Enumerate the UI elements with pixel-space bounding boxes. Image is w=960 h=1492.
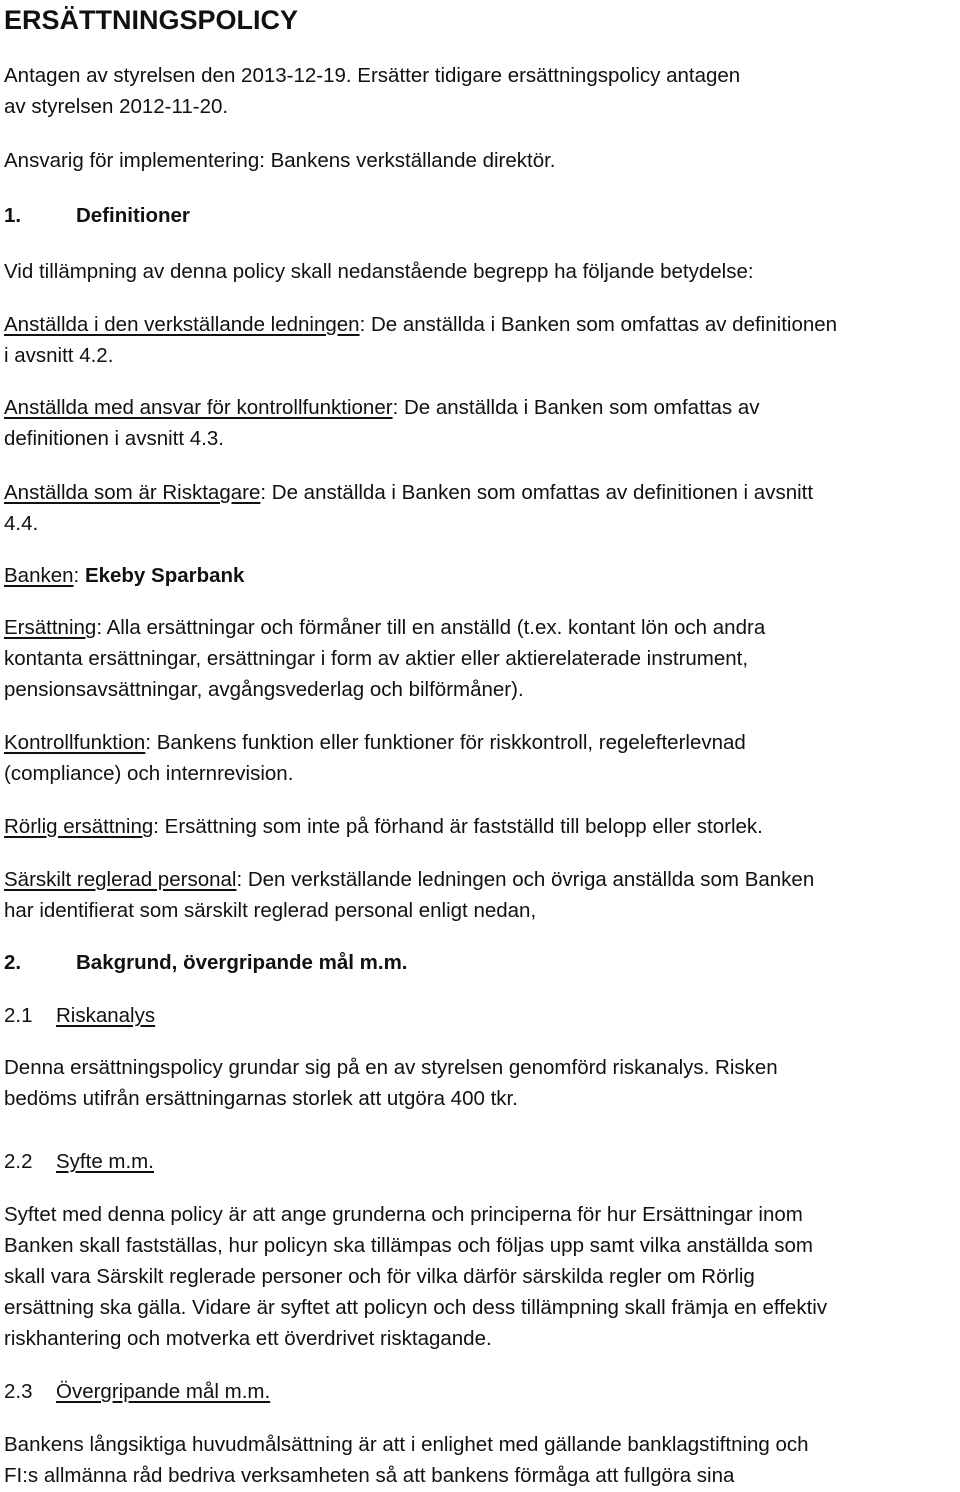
definition-term: Ersättning: [4, 616, 97, 639]
definition-regulated-staff-cont: har identifierat som särskilt reglerad personal enligt nedan,: [4, 899, 537, 922]
section-2-number: 2.: [4, 951, 22, 974]
subsection-2-1-text-1: Denna ersättningspolicy grundar sig på en av styrelsen genomförd riskanalys. Risken: [4, 1056, 778, 1079]
definition-risktakers-cont: 4.4.: [4, 512, 39, 535]
definition-control-staff: [4, 392, 759, 423]
definition-remuneration: [4, 612, 765, 643]
definition-term: Kontrollfunktion: [4, 731, 146, 754]
subsection-2-2-text-3: skall vara Särskilt reglerade personer och för vilka därför särskilda regler om Rörlig: [4, 1265, 755, 1288]
subsection-number: 2.3: [4, 1380, 33, 1403]
subsection-2-2-text-1: Syftet med denna policy är att ange grunderna och principerna för hur Ersättningar inom: [4, 1203, 803, 1226]
definition-management-cont: i avsnitt 4.2.: [4, 344, 114, 367]
definition-term: Rörlig ersättning: [4, 815, 154, 838]
section-1-number: 1.: [4, 204, 22, 227]
definition-text: : Bankens funktion eller funktioner för riskkontroll, regelefterlevnad: [145, 731, 746, 754]
definition-control-staff-cont: definitionen i avsnitt 4.3.: [4, 427, 224, 450]
subsection-2-1-text-2: bedöms utifrån ersättningarnas storlek att utgöra 400 tkr.: [4, 1087, 518, 1110]
definition-risktakers: [4, 477, 813, 508]
subsection-number: 2.1: [4, 1004, 33, 1027]
subsection-2-2-text-4: ersättning ska gälla. Vidare är syftet att policyn och dess tillämpning skall främja en effektiv: [4, 1296, 828, 1319]
definition-term: Särskilt reglerad personal: [4, 868, 237, 891]
section-2-title: Bakgrund, övergripande mål m.m.: [76, 951, 408, 974]
definition-text: : De anställda i Banken som omfattas av definitionen i avsnitt: [260, 481, 814, 504]
definition-term: Anställda med ansvar för kontrollfunktioner: [4, 396, 393, 419]
intro-line-1: Antagen av styrelsen den 2013-12-19. Ersätter tidigare ersättningspolicy antagen: [4, 64, 741, 87]
subsection-title: Riskanalys: [56, 1004, 156, 1027]
definition-remuneration-cont-1: kontanta ersättningar, ersättningar i form av aktier eller aktierelaterade instrument,: [4, 647, 749, 670]
subsection-2-1-heading: [4, 1000, 155, 1031]
definition-regulated-staff: [4, 864, 814, 895]
subsection-title: Övergripande mål m.m.: [56, 1380, 271, 1403]
definition-bank: [4, 560, 244, 591]
definition-text: : Alla ersättningar och förmåner till en anställd (t.ex. kontant lön och andra: [96, 616, 766, 639]
definition-separator: :: [73, 564, 85, 587]
definition-text: : De anställda i Banken som omfattas av: [392, 396, 760, 419]
subsection-title: Syfte m.m.: [56, 1150, 154, 1173]
definition-management: [4, 309, 837, 340]
subsection-2-2-text-5: riskhantering och motverka ett överdrivet risktagande.: [4, 1327, 492, 1350]
definition-remuneration-cont-2: pensionsavsättningar, avgångsvederlag och bilförmåner).: [4, 678, 524, 701]
definition-text: : Den verkställande ledningen och övriga anställda som Banken: [236, 868, 815, 891]
intro-line-2: av styrelsen 2012-11-20.: [4, 95, 229, 118]
subsection-2-3-text-1: Bankens långsiktiga huvudmålsättning är att i enlighet med gällande banklagstiftning och: [4, 1433, 809, 1456]
definition-term: Anställda i den verkställande ledningen: [4, 313, 360, 336]
definition-text: : Ersättning som inte på förhand är fastställd till belopp eller storlek.: [153, 815, 763, 838]
bank-name: Ekeby Sparbank: [84, 564, 245, 587]
document-title: ERSÄTTNINGSPOLICY: [4, 5, 299, 35]
subsection-2-2-text-2: Banken skall fastställas, hur policyn ska tillämpas och följas upp samt vilka anställda som: [4, 1234, 813, 1257]
section-1-lead: Vid tillämpning av denna policy skall nedanstående begrepp ha följande betydelse:: [4, 260, 754, 283]
definition-term: Anställda som är Risktagare: [4, 481, 261, 504]
section-1-heading: [4, 200, 190, 231]
section-1-title: Definitioner: [76, 204, 190, 227]
subsection-2-3-heading: [4, 1376, 270, 1407]
definition-variable-remuneration: [4, 811, 763, 842]
subsection-2-2-heading: [4, 1146, 154, 1177]
definition-text: : De anställda i Banken som omfattas av definitionen: [359, 313, 838, 336]
section-2-heading: [4, 947, 408, 978]
definition-control-function-cont: (compliance) och internrevision.: [4, 762, 294, 785]
responsible-line: Ansvarig för implementering: Bankens verkställande direktör.: [4, 149, 556, 172]
definition-term: Banken: [4, 564, 74, 587]
subsection-number: 2.2: [4, 1150, 33, 1173]
subsection-2-3-text-2: FI:s allmänna råd bedriva verksamheten så att bankens förmåga att fullgöra sina: [4, 1464, 735, 1487]
definition-control-function: [4, 727, 746, 758]
